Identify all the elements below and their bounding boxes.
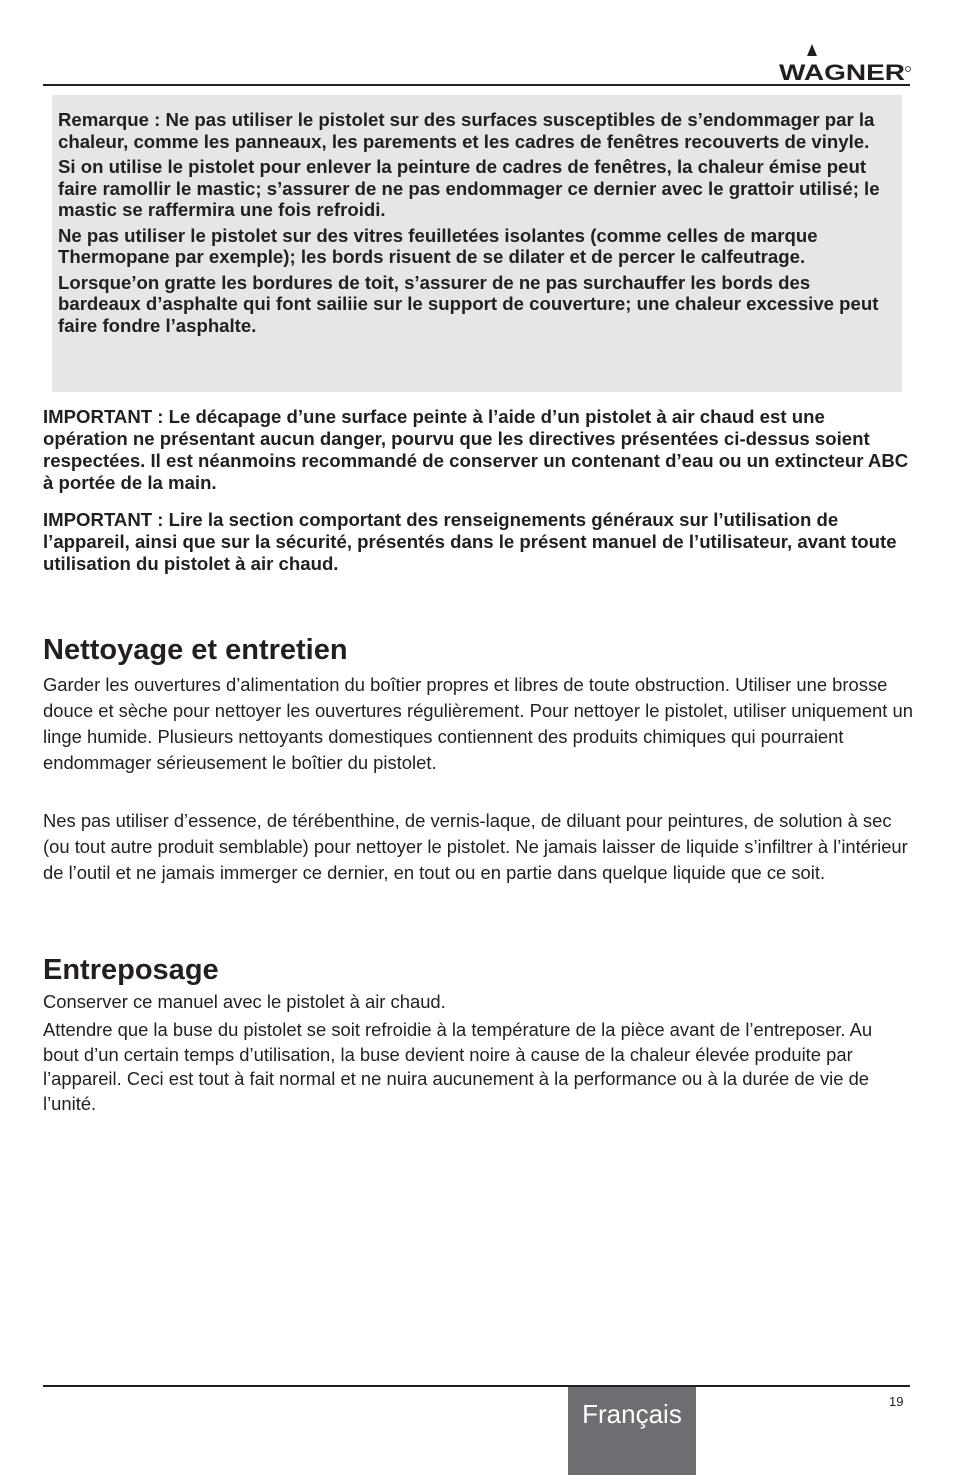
header-rule — [43, 84, 910, 86]
wagner-logo — [779, 40, 911, 84]
notice-paragraph: Ne pas utiliser le pistolet sur des vitres feuilletées isolantes (comme celles de marque Thermopane par exemple); les bords risuent de se dilater et de percer le calfeutrage. — [58, 224, 818, 267]
brand-wordmark: WAGNER — [779, 60, 906, 84]
page-number: 19 — [889, 1394, 904, 1409]
body-paragraph: Attendre que la buse du pistolet se soit refroidie à la température de la pièce avant de l’entreposer. Au bout d’un certain temps d’utilisation, la buse devient noire à cause de la chaleur élevée produite par l’appareil. Ceci est tout à fait normal et ne nuira aucunement à la performance ou à la durée de vie de l’unité. — [43, 1019, 873, 1114]
body-paragraph: Conserver ce manuel avec le pistolet à air chaud. — [43, 991, 446, 1012]
notice-box — [52, 95, 902, 392]
footer-rule — [43, 1385, 910, 1387]
body-paragraph: Nes pas utiliser d’essence, de térébenthine, de vernis-laque, de diluant pour peintures, de solution à sec (ou tout autre produit semblable) pour nettoyer le pistolet. Ne jamais laisser de liquide s’infiltrer à l’intérieur de l’outil et ne jamais immerger ce dernier, en tout ou en partie dans quelque liquide que ce soit. — [43, 810, 908, 883]
body-paragraph: Garder les ouvertures d’alimentation du boîtier propres et libres de toute obstruction. Utiliser une brosse douce et sèche pour nettoyer les ouvertures régulièrement. Pour nettoyer le pistolet, utiliser uniquement un linge humide. Plusieurs nettoyants domestiques contiennent des produits chimiques qui pourraient endommager sérieusement le boîtier du pistolet. — [43, 674, 913, 773]
important-note: IMPORTANT : Le décapage d’une surface peinte à l’aide d’un pistolet à air chaud est une opération ne présentant aucun danger, pourvu que les directives présentées ci-dessus soient respectées. Il est néanmoins recommandé de conserver un contenant d’eau ou un extincteur ABC à portée de la main. — [43, 406, 909, 493]
section-title-entreposage: Entreposage — [43, 954, 219, 986]
language-tab: Français — [568, 1387, 696, 1475]
notice-paragraph: Lorsque’on gratte les bordures de toit, s’assurer de ne pas surchauffer les bords des bardeaux d’asphalte qui font sailiie sur le support de couverture; une chaleur excessive peut faire fondre l’asphalte. — [58, 271, 879, 336]
notice-paragraph: Si on utilise le pistolet pour enlever la peinture de cadres de fenêtres, la chaleur émise peut faire ramollir le mastic; s’assurer de ne pas endommager ce dernier avec le grattoir utilisé; le mastic se raffermira une fois refroidi. — [58, 156, 880, 220]
notice-paragraph: Remarque : Ne pas utiliser le pistolet sur des surfaces susceptibles de s’endommager par la chaleur, comme les panneaux, les parements et les cadres de fenêtres recouverts de vinyle. — [58, 109, 875, 152]
section-title-nettoyage: Nettoyage et entretien — [43, 634, 348, 666]
important-note: IMPORTANT : Lire la section comportant des renseignements généraux sur l’utilisation de l’appareil, ainsi que sur la sécurité, présentés dans le présent manuel de l’utilisateur, avant toute utilisation du pistolet à air chaud. — [43, 509, 897, 574]
